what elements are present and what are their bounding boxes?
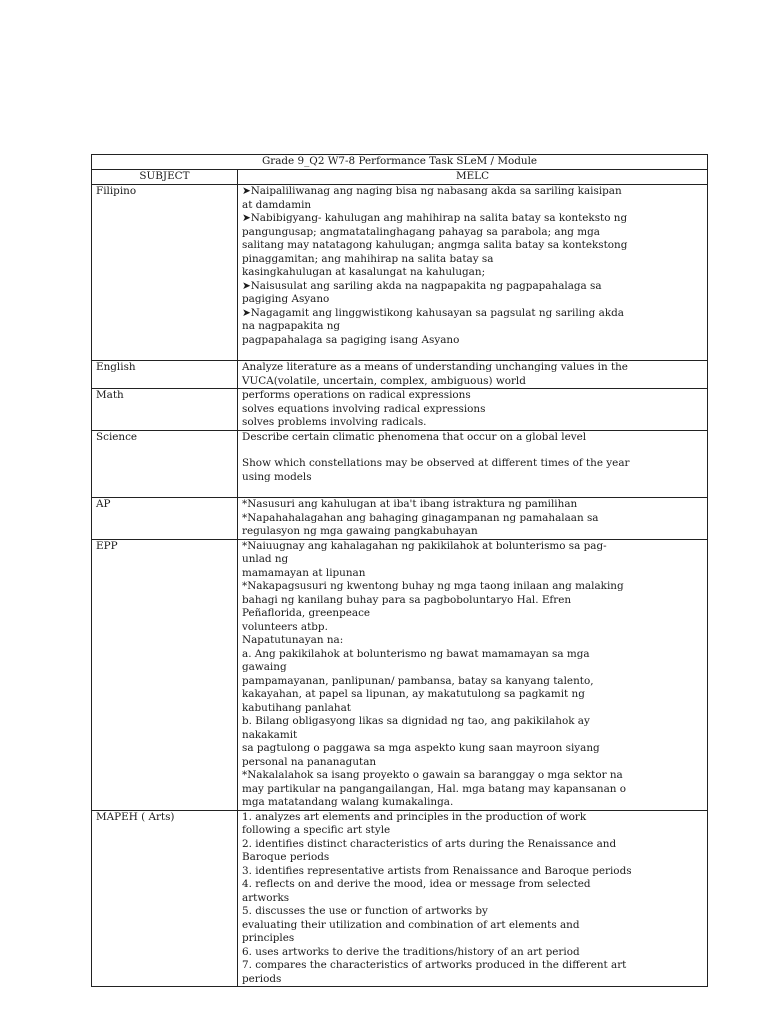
- melc-line: gawaing: [242, 661, 287, 673]
- melc-line: mga matatandang walang kumakalinga.: [242, 796, 454, 808]
- melc-line: [242, 484, 703, 497]
- melc-line: mamamayan at lipunan: [242, 566, 366, 579]
- melc-line: pangungusap; angmatatalinghagang pahayag sa parabola; ang mga: [242, 225, 600, 238]
- melc-line: *Nakalalahok sa isang proyekto o gawain sa baranggay o mga sektor na: [242, 769, 623, 781]
- melc-line: kabutihang panlahat: [242, 701, 351, 714]
- melc-line: artworks: [242, 891, 290, 904]
- melc-line: [242, 444, 703, 457]
- melc-table: [91, 154, 708, 987]
- melc-line: solves problems involving radicals.: [242, 416, 427, 428]
- melc-line: following a specific art style: [242, 824, 391, 836]
- melc-line: personal na pananagutan: [242, 755, 377, 768]
- melc-cell: [238, 810, 708, 987]
- table-row: [92, 810, 708, 987]
- melc-line: ➤Nabibigyang- kahulugan ang mahihirap na salita batay sa konteksto ng: [242, 212, 628, 224]
- melc-line: 6. uses artworks to derive the traditions/history of an art period: [242, 945, 580, 958]
- table-title: Grade 9_Q2 W7-8 Performance Task SLeM / Module: [92, 155, 708, 170]
- melc-line: may partikular na pangangailangan, Hal. mga batang may kapansanan o: [242, 782, 627, 795]
- table-row: [92, 185, 708, 361]
- melc-line: 2. identifies distinct characteristics of arts during the Renaissance and: [242, 837, 617, 850]
- melc-line: kakayahan, at papel sa lipunan, ay makatutulong sa pagkamit ng: [242, 688, 585, 700]
- subject-column-header: SUBJECT: [92, 170, 238, 185]
- melc-line: Analyze literature as a means of understanding unchanging values in the: [242, 361, 628, 373]
- melc-cell: [238, 389, 708, 431]
- melc-line: Describe certain climatic phenomena that occur on a global level: [242, 430, 587, 443]
- melc-line: performs operations on radical expressions: [242, 389, 471, 401]
- melc-line: pinaggamitan; ang mahihirap na salita batay sa: [242, 252, 494, 265]
- melc-line: *Nasusuri ang kahulugan at iba't ibang istraktura ng pamilihan: [242, 498, 578, 510]
- melc-line: nakakamit: [242, 728, 298, 741]
- melc-cell: [238, 185, 708, 361]
- table-body: [92, 185, 708, 987]
- subject-cell: English: [92, 361, 238, 389]
- melc-cell: [238, 539, 708, 810]
- melc-line: periods: [242, 972, 282, 985]
- melc-line: principles: [242, 932, 295, 944]
- subject-cell: Math: [92, 389, 238, 431]
- table-title-row: [92, 155, 708, 170]
- melc-line: at damdamin: [242, 198, 312, 211]
- melc-line: *Nakapagsusuri ng kwentong buhay ng mga taong inilaan ang malaking: [242, 580, 624, 592]
- melc-line: *Napahahalagahan ang bahaging ginagampanan ng pamahalaan sa: [242, 511, 599, 524]
- melc-line: using models: [242, 470, 312, 483]
- melc-line: 4. reflects on and derive the mood, idea or message from selected: [242, 878, 591, 890]
- melc-line: b. Bilang obligasyong likas sa dignidad ng tao, ang pakikilahok ay: [242, 715, 590, 727]
- melc-line: ➤Naisusulat ang sariling akda na nagpapakita ng pagpapahalaga sa: [242, 279, 602, 292]
- melc-line: 1. analyzes art elements and principles in the production of work: [242, 810, 587, 823]
- melc-line: na nagpapakita ng: [242, 320, 341, 332]
- melc-line: VUCA(volatile, uncertain, complex, ambiguous) world: [242, 374, 526, 387]
- melc-line: volunteers atbp.: [242, 620, 328, 633]
- melc-line: Napatutunayan na:: [242, 634, 344, 646]
- melc-line: *Naiuugnay ang kahalagahan ng pakikilahok at bolunterismo sa pag-: [242, 539, 607, 552]
- melc-line: 5. discusses the use or function of artworks by: [242, 905, 488, 917]
- melc-line: ➤Naipaliliwanag ang naging bisa ng nabasang akda sa sariling kaisipan: [242, 185, 622, 197]
- table-row: [92, 389, 708, 431]
- subject-cell: AP: [92, 498, 238, 540]
- melc-line: ➤Nagagamit ang linggwistikong kahusayan sa pagsulat ng sariling akda: [242, 306, 624, 319]
- melc-cell: [238, 430, 708, 498]
- melc-column-header: MELC: [238, 170, 708, 185]
- melc-line: 7. compares the characteristics of artworks produced in the different art: [242, 959, 627, 971]
- melc-line: solves equations involving radical expressions: [242, 402, 486, 415]
- subject-cell: Science: [92, 430, 238, 498]
- melc-line: sa pagtulong o paggawa sa mga aspekto kung saan mayroon siyang: [242, 742, 600, 754]
- melc-line: pagpapahalaga sa pagiging isang Asyano: [242, 333, 460, 346]
- melc-line: [242, 347, 703, 360]
- subject-cell: MAPEH ( Arts): [92, 810, 238, 987]
- melc-line: pampamayanan, panlipunan/ pambansa, batay sa kanyang talento,: [242, 674, 594, 687]
- melc-line: Peñaflorida, greenpeace: [242, 607, 371, 619]
- melc-line: salitang may natatagong kahulugan; angmga salita batay sa kontekstong: [242, 239, 628, 251]
- melc-line: Show which constellations may be observed at different times of the year: [242, 457, 630, 469]
- melc-line: unlad ng: [242, 553, 289, 565]
- melc-cell: [238, 498, 708, 540]
- melc-line: bahagi ng kanilang buhay para sa pagboboluntaryo Hal. Efren: [242, 593, 572, 606]
- table-row: [92, 361, 708, 389]
- melc-line: a. Ang pakikilahok at bolunterismo ng bawat mamamayan sa mga: [242, 647, 590, 660]
- melc-cell: [238, 361, 708, 389]
- table-row: [92, 430, 708, 498]
- melc-line: Baroque periods: [242, 851, 330, 863]
- table-row: [92, 539, 708, 810]
- melc-line: pagiging Asyano: [242, 293, 330, 305]
- melc-line: regulasyon ng mga gawaing pangkabuhayan: [242, 525, 478, 537]
- melc-line: kasingkahulugan at kasalungat na kahulugan;: [242, 266, 486, 278]
- subject-cell: EPP: [92, 539, 238, 810]
- table-row: [92, 498, 708, 540]
- melc-line: 3. identifies representative artists from Renaissance and Baroque periods: [242, 864, 632, 877]
- melc-line: evaluating their utilization and combination of art elements and: [242, 918, 580, 931]
- table-header-row: [92, 170, 708, 185]
- subject-cell: Filipino: [92, 185, 238, 361]
